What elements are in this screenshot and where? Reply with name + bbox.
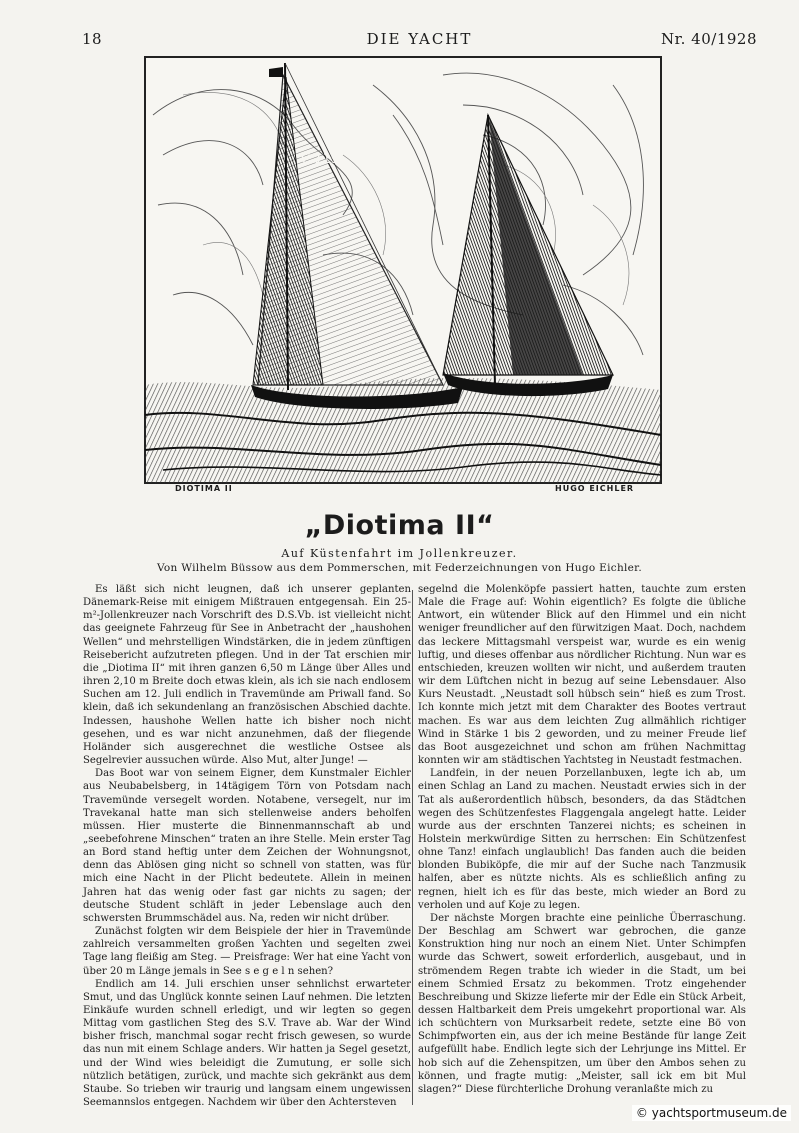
sail-number: C 119 <box>301 152 340 167</box>
paragraph: segelnd die Molenköpfe passiert hatten, tauchte zum ersten Male die Frage auf: Wohin eigentlich? Es folgte die übliche Antwort, ein wütender Blick auf den Himmel und ein nicht weniger freundlicher auf den fürwitzigen Maat. Doch, nachdem das leckere Mittagsmahl verspeist war, wurde es ein wenig luftig, und dieses offenbar aus nördlicher Richtung. Nun war es entschieden, kreuzen wollten wir nicht, und außerdem trauten wir dem Lüftchen nicht in bezug auf seine Lebensdauer. Also Kurs Neustadt. „Neustadt soll hübsch sein“ hieß es zum Trost. Ich konnte mich jetzt mit dem Charakter des Bootes vertraut machen. Es war aus dem leichten Zug allmählich richtiger Wind in Stärke 1 bis 2 geworden, und zu meiner Freude lief das Boot ausgezeichnet und schon am frühen Nachmittag konnten wir am städtischen Yachtsteg in Neustadt festmachen. <box>418 584 746 767</box>
paragraph: Endlich am 14. Juli erschien unser sehnlichst erwarteter Smut, und das Unglück konnte seinen Lauf nehmen. Die letzten Einkäufe wurden schnell erledigt, und wir legten so gegen Mittag vom gastlichen Steg des S.V. Trave ab. War der Wind bisher frisch, manchmal sogar recht frisch gewesen, so wurde das nun mit einem Schlage anders. Wir hatten ja Segel gesetzt, und der Wind wies beleidigt die Zumutung, er solle sich nützlich betätigen, zurück, und machte sich gekränkt aus dem Staube. So trieben wir traurig und langsam einem ungewissen Seemannslos entgegen. Nachdem wir über den Achtersteven <box>83 978 411 1109</box>
sailing-illustration <box>143 55 663 495</box>
illustration-caption-left: DIOTIMA II <box>175 484 233 493</box>
paragraph: Zunächst folgten wir dem Beispiele der hier in Travemünde zahlreich versammelten großen Yachten und segelten zwei Tage lang fleißig am Steg. — Preisfrage: Wer hat eine Yacht von über 20 m Länge jemals in See s e g e l n sehen? <box>83 926 411 977</box>
article-column-right <box>418 583 746 1096</box>
page-number: 18 <box>82 30 103 48</box>
article-column-left <box>83 583 411 1109</box>
issue-number: Nr. 40/1928 <box>661 30 757 48</box>
article-subtitle: Auf Küstenfahrt im Jollenkreuzer. <box>281 547 518 560</box>
paragraph: Der nächste Morgen brachte eine peinliche Überraschung. Der Beschlag am Schwert war gebrochen, die ganze Konstruktion hing nur noch an einem Niet. Unter Schimpfen wurde das Schwert, soweit erforderlich, ausgebaut, und in strömendem Regen trabte ich wieder in die Stadt, um bei einem Schmied Ersatz zu bekommen. Trotz eingehender Beschreibung und Skizze lieferte mir der Edle ein Stück Arbeit, dessen Haltbarkeit dem Preis umgekehrt proportional war. Als ich schüchtern von Murksarbeit redete, setzte eine Bö von Schimpfworten ein, aus der ich meine Bestände für lange Zeit aufgefüllt habe. Endlich legte sich der Lehrjunge ins Mittel. Er hob sich auf die Zehenspitzen, um über den Ambos sehen zu können, und fragte mutig: „Meister, sall ick em bit Mul slagen?“ Diese fürchterliche Drohung veranlaßte mich zu <box>418 912 746 1095</box>
page-header <box>82 30 757 52</box>
paragraph: Es läßt sich nicht leugnen, daß ich unserer geplanten Dänemark-Reise mit einigem Mißtrauen entgegensah. Ein 25-m²-Jollenkreuzer nach Vorschrift des D.S.Vb. ist vielleicht nicht das geeignete Fahrzeug für See in Anbetracht der „haushohen Wellen“ und mehrstelligen Windstärken, die in jedem zünftigen Reisebericht aufzutreten pflegen. Und in der Tat erschien mir die „Diotima II“ mit ihren ganzen 6,50 m Länge über Alles und ihren 2,10 m Breite doch etwas klein, als ich sie nach endlosem Suchen am 12. Juli endlich in Travemünde am Priwall fand. So klein, daß ich sekundenlang an französischen Abschied dachte. Indessen, haushohe Wellen hatte ich bisher noch nicht gesehen, und es war nicht anzunehmen, daß der fliegende Holänder sich ausgerechnet die westliche Ostsee als Segelrevier aussuchen würde. Also Mut, alter Junge! — <box>83 584 411 767</box>
paragraph: Landfein, in der neuen Porzellanbuxen, legte ich ab, um einen Schlag an Land zu machen. Neustadt erwies sich in der Tat als außerordentlich hübsch, besonders, da das Städtchen wegen des Schützenfestes Flaggengala angelegt hatte. Leider wurde aus der erschnten Tanzerei nichts; es scheinen in Holstein merkwürdige Sitten zu herrschen: Ein Schützenfest ohne Tanz! einfach unglaublich! Das fanden auch die beiden blonden Bubiköpfe, die mir auf der Suche nach Tanzmusik halfen, aber es nützte nichts. Als es schließlich anfing zu regnen, hielt ich es für das beste, mich wieder an Bord zu verholen und auf Koje zu legen. <box>418 768 746 911</box>
illustration-caption-right: HUGO EICHLER <box>555 484 635 493</box>
column-divider <box>412 590 413 1105</box>
article-title: „Diotima II“ <box>304 510 495 541</box>
magazine-title: DIE YACHT <box>366 30 473 48</box>
paragraph: Das Boot war von seinem Eigner, dem Kunstmaler Eichler aus Neubabelsberg, in 14tägigem Törn von Potsdam nach Travemünde versegelt worden. Notabene, versegelt, nur im Travekanal hatte man sich stellenweise anders beholfen müssen. Hier musterte die Binnenmannschaft ab und „seebefohrene Minschen“ traten an ihre Stelle. Mein erster Tag an Bord stand heftig unter dem Zeichen der Wohnungsnot, denn das Ablösen ging nicht so schnell von statten, was für mich eine Nacht in der Plicht bedeutete. Allein in meinen Jahren hat das wenig oder fast gar nichts zu sagen; der deutsche Student schläft in jeder Lebenslage auch den schwersten Brummschädel aus. Na, reden wir nicht drüber. <box>83 768 411 924</box>
watermark: © yachtsportmuseum.de <box>632 1105 791 1121</box>
article-byline: Von Wilhelm Büssow aus dem Pommerschen, mit Federzeichnungen von Hugo Eichler. <box>157 562 642 574</box>
